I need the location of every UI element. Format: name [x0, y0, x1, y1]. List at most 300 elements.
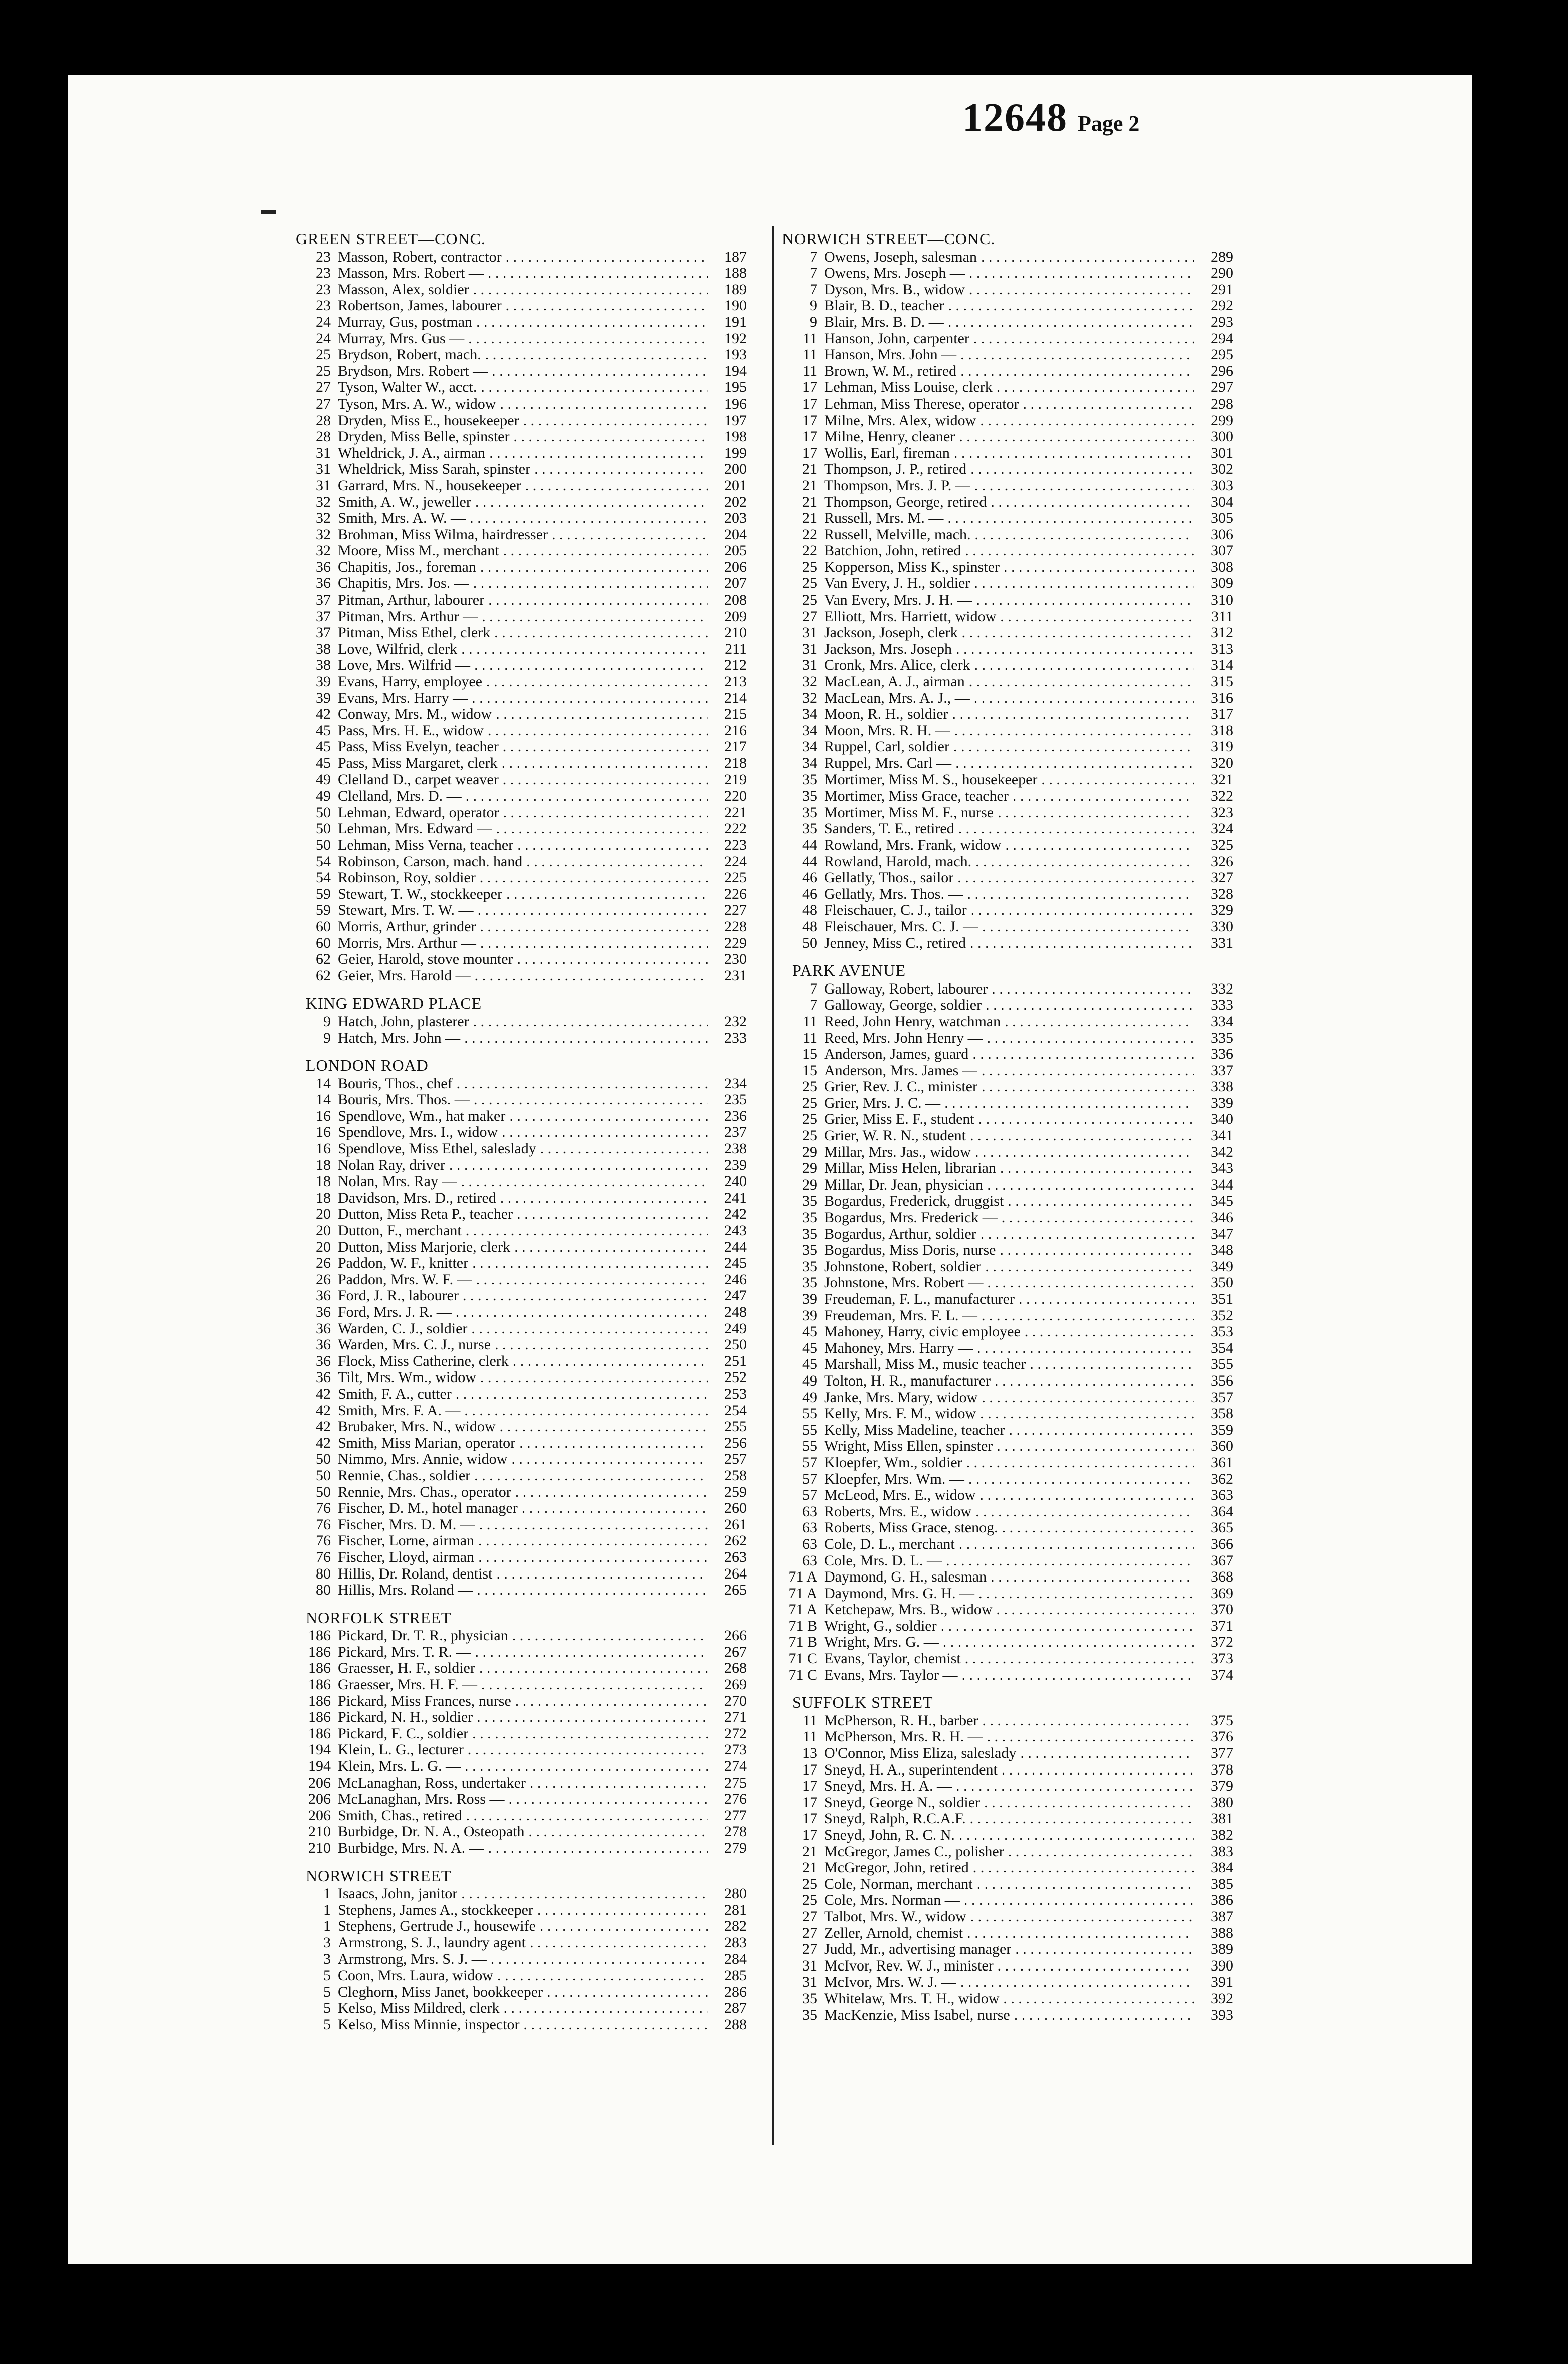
entry-number: 295 [1211, 346, 1233, 363]
entry-number: 290 [1211, 265, 1233, 282]
leader-dots [970, 1128, 1194, 1144]
leader-dots [953, 739, 1194, 755]
entry-number: 296 [1211, 362, 1233, 379]
directory-entry [782, 1111, 1233, 1128]
resident-name: Johnstone, Robert, soldier [824, 1258, 982, 1275]
house-number: 27 [316, 379, 331, 396]
leader-dots [502, 1124, 708, 1141]
directory-entry [782, 657, 1233, 674]
leader-dots [470, 510, 708, 527]
house-number: 17 [802, 412, 817, 429]
directory-entry [296, 1255, 747, 1272]
directory-entry [296, 1984, 747, 2001]
leader-dots [528, 1824, 708, 1840]
directory-entry [296, 1157, 747, 1174]
resident-name: Mortimer, Miss M. F., nurse [824, 804, 994, 821]
house-number: 7 [810, 980, 817, 997]
leader-dots [967, 1925, 1194, 1942]
directory-entry [782, 886, 1233, 903]
leader-dots [1002, 1210, 1194, 1226]
directory-entry [782, 1406, 1233, 1422]
house-number: 20 [316, 1238, 331, 1255]
resident-name: Lehman, Miss Louise, clerk [824, 379, 993, 396]
leader-dots [540, 1918, 708, 1935]
resident-name: Morris, Mrs. Arthur — [338, 934, 476, 951]
directory-entry [782, 1324, 1233, 1340]
house-number: 42 [316, 1402, 331, 1419]
directory-entry [782, 1536, 1233, 1553]
leader-dots [522, 1500, 708, 1517]
house-number: 76 [316, 1548, 331, 1565]
entry-number: 273 [724, 1741, 747, 1758]
resident-name: Conway, Mrs. M., widow [338, 706, 492, 723]
directory-entry [296, 331, 747, 347]
leader-dots [1023, 396, 1195, 413]
leader-dots [488, 723, 708, 739]
house-number: 17 [802, 444, 817, 461]
entry-number: 356 [1211, 1372, 1233, 1389]
house-number: 37 [316, 608, 331, 625]
house-number: 11 [803, 1712, 817, 1729]
resident-name: Bogardus, Mrs. Frederick — [824, 1209, 998, 1226]
directory-entry [296, 2000, 747, 2017]
entry-number: 251 [724, 1352, 747, 1369]
leader-dots [1005, 1014, 1194, 1030]
entry-number: 291 [1211, 281, 1233, 298]
entry-number: 300 [1211, 428, 1233, 445]
leader-dots [946, 1553, 1194, 1569]
entry-number: 302 [1211, 461, 1233, 478]
directory-entry [296, 1321, 747, 1337]
resident-name: Sneyd, Ralph, R.C.A.F. [824, 1810, 966, 1827]
entry-number: 380 [1211, 1794, 1233, 1811]
entry-number: 214 [724, 689, 747, 706]
entry-number: 377 [1211, 1745, 1233, 1762]
leader-dots [461, 1173, 708, 1190]
leader-dots [981, 1226, 1194, 1243]
entry-number: 292 [1211, 297, 1233, 314]
leader-dots [495, 1337, 708, 1353]
house-number: 25 [802, 592, 817, 609]
entry-number: 220 [724, 787, 747, 805]
house-number: 45 [316, 755, 331, 771]
house-number: 7 [810, 997, 817, 1014]
house-number: 15 [802, 1046, 817, 1063]
directory-entry [296, 723, 747, 739]
entry-number: 244 [724, 1238, 747, 1255]
directory-entry [296, 854, 747, 870]
leader-dots [985, 1259, 1194, 1275]
directory-entry [782, 1160, 1233, 1177]
resident-name: Daymond, Mrs. G. H. — [824, 1585, 974, 1602]
directory-entry [782, 1602, 1233, 1618]
resident-name: Galloway, Robert, labourer [824, 980, 988, 997]
resident-name: Masson, Mrs. Robert — [338, 265, 484, 282]
directory-entry [296, 1840, 747, 1857]
leader-dots [473, 282, 708, 298]
directory-entry [782, 1046, 1233, 1063]
leader-dots [485, 347, 708, 363]
leader-dots [464, 1030, 708, 1047]
directory-entry [296, 1758, 747, 1775]
house-number: 25 [802, 1111, 817, 1128]
resident-name: McIvor, Rev. W. J., minister [824, 1957, 994, 1974]
resident-name: Stephens, Gertrude J., housewife [338, 1918, 536, 1935]
entry-number: 259 [724, 1483, 747, 1500]
directory-entry [296, 1386, 747, 1403]
house-number: 35 [802, 820, 817, 837]
entry-number: 329 [1211, 902, 1233, 919]
entry-number: 376 [1211, 1728, 1233, 1745]
page-label: Page 2 [1078, 111, 1140, 136]
entry-number: 239 [724, 1156, 747, 1173]
resident-name: Hillis, Dr. Roland, dentist [338, 1565, 493, 1582]
house-number: 57 [802, 1454, 817, 1471]
directory-entry [296, 1517, 747, 1533]
directory-entry [782, 1745, 1233, 1762]
directory-entry [296, 396, 747, 413]
house-number: 45 [316, 738, 331, 755]
entry-number: 289 [1211, 248, 1233, 265]
leader-dots [478, 902, 708, 919]
resident-name: McGregor, James C., polisher [824, 1843, 1004, 1860]
directory-entry [782, 396, 1233, 413]
directory-entry [296, 1775, 747, 1792]
leader-dots [481, 379, 708, 396]
resident-name: Armstrong, S. J., laundry agent [338, 1934, 526, 1951]
leader-dots [943, 1634, 1194, 1651]
leader-dots [997, 1602, 1195, 1618]
leader-dots [517, 951, 708, 968]
directory-entry [782, 706, 1233, 723]
entry-number: 194 [724, 362, 747, 379]
directory-entry [296, 527, 747, 543]
entry-number: 270 [724, 1692, 747, 1709]
entry-number: 221 [724, 804, 747, 821]
leader-dots [464, 1403, 708, 1419]
entry-number: 204 [724, 526, 747, 543]
margin-mark [261, 210, 276, 214]
directory-entry [782, 870, 1233, 886]
house-number: 80 [316, 1565, 331, 1582]
entry-number: 210 [724, 624, 747, 641]
leader-dots [978, 1586, 1194, 1602]
leader-dots [500, 1419, 708, 1435]
resident-name: Batchion, John, retired [824, 542, 961, 559]
leader-dots [506, 249, 708, 266]
leader-dots [978, 1111, 1194, 1128]
directory-entry [296, 805, 747, 821]
leader-dots [512, 1628, 708, 1644]
resident-name: Marshall, Miss M., music teacher [824, 1356, 1026, 1373]
resident-name: Gellatly, Mrs. Thos. — [824, 885, 963, 902]
entry-number: 286 [724, 1983, 747, 2000]
entry-number: 323 [1211, 804, 1233, 821]
leader-dots [475, 968, 708, 984]
leader-dots [984, 1795, 1194, 1811]
entry-number: 339 [1211, 1094, 1233, 1111]
leader-dots [971, 902, 1194, 919]
entry-number: 246 [724, 1271, 747, 1288]
entry-number: 314 [1211, 657, 1233, 674]
resident-name: Jackson, Mrs. Joseph [824, 640, 952, 657]
directory-entry [296, 265, 747, 282]
entry-number: 393 [1211, 2006, 1233, 2023]
directory-entry [296, 1677, 747, 1693]
leader-dots [958, 821, 1194, 837]
house-number: 22 [802, 526, 817, 543]
entry-number: 202 [724, 493, 747, 510]
leader-dots [982, 1308, 1194, 1324]
house-number: 36 [316, 1369, 331, 1386]
leader-dots [998, 805, 1194, 821]
directory-entry [296, 951, 747, 968]
directory-entry [296, 1108, 747, 1125]
leader-dots [973, 1860, 1194, 1876]
resident-name: Sneyd, Mrs. H. A. — [824, 1778, 952, 1795]
house-number: 5 [323, 2000, 331, 2017]
entry-number: 231 [724, 967, 747, 984]
directory-entry [782, 331, 1233, 347]
house-number: 31 [802, 1974, 817, 1991]
entry-number: 271 [724, 1709, 747, 1726]
entry-number: 335 [1211, 1029, 1233, 1046]
leader-dots [967, 886, 1195, 903]
house-number: 25 [802, 1892, 817, 1909]
resident-name: Armstrong, Mrs. S. J. — [338, 1950, 487, 1967]
leader-dots [515, 1484, 708, 1501]
leader-dots [954, 445, 1194, 462]
leader-dots [960, 347, 1194, 363]
house-number: 9 [323, 1029, 331, 1046]
directory-entry [782, 314, 1233, 331]
resident-name: Warden, C. J., soldier [338, 1320, 468, 1337]
house-number: 76 [316, 1500, 331, 1517]
resident-name: Kloepfer, Wm., soldier [824, 1454, 962, 1471]
resident-name: Brydson, Mrs. Robert — [338, 362, 488, 379]
house-number: 80 [316, 1582, 331, 1599]
house-number: 17 [802, 1778, 817, 1795]
directory-entry [782, 1373, 1233, 1390]
entry-number: 392 [1211, 1990, 1233, 2007]
directory-entry [296, 1435, 747, 1452]
house-number: 18 [316, 1189, 331, 1206]
entry-number: 325 [1211, 836, 1233, 853]
directory-entry [296, 543, 747, 559]
house-number: 206 [308, 1791, 331, 1808]
resident-name: Pitman, Arthur, labourer [338, 592, 485, 609]
directory-entry [296, 1124, 747, 1141]
resident-name: Klein, Mrs. L. G. — [338, 1758, 461, 1775]
leader-dots [959, 1827, 1194, 1844]
entry-number: 363 [1211, 1487, 1233, 1504]
directory-entry [296, 821, 747, 837]
leader-dots [980, 413, 1194, 429]
house-number: 34 [802, 755, 817, 771]
house-number: 60 [316, 934, 331, 951]
entry-number: 264 [724, 1565, 747, 1582]
resident-name: Burbidge, Mrs. N. A. — [338, 1840, 484, 1856]
directory-entry [296, 379, 747, 396]
house-number: 11 [803, 1029, 817, 1046]
entry-number: 238 [724, 1140, 747, 1157]
house-number: 44 [802, 853, 817, 870]
entry-number: 321 [1211, 771, 1233, 788]
resident-name: Russell, Melville, mach. [824, 526, 971, 543]
leader-dots [982, 919, 1194, 935]
entry-number: 294 [1211, 330, 1233, 347]
leader-dots [468, 331, 708, 347]
resident-name: Pass, Miss Margaret, clerk [338, 755, 498, 771]
entry-number: 212 [724, 657, 747, 674]
house-number: 37 [316, 592, 331, 609]
resident-name: O'Connor, Miss Eliza, saleslady [824, 1745, 1017, 1762]
resident-name: Pickard, Miss Frances, nurse [338, 1692, 511, 1709]
house-number: 50 [316, 1483, 331, 1500]
directory-entry [296, 363, 747, 380]
resident-name: Cole, Norman, merchant [824, 1875, 973, 1892]
resident-name: Fleischauer, Mrs. C. J. — [824, 918, 978, 935]
directory-entry [782, 1974, 1233, 1991]
entry-number: 342 [1211, 1143, 1233, 1160]
directory-entry [782, 1471, 1233, 1488]
house-number: 29 [802, 1160, 817, 1177]
resident-name: Wright, G., soldier [824, 1617, 937, 1634]
directory-entry [782, 510, 1233, 527]
leader-dots [959, 429, 1194, 445]
house-number: 186 [308, 1709, 331, 1726]
leader-dots [973, 331, 1194, 347]
house-number: 186 [308, 1643, 331, 1660]
entry-number: 261 [724, 1516, 747, 1533]
house-number: 11 [803, 1013, 817, 1030]
resident-name: Pass, Mrs. H. E., widow [338, 722, 484, 739]
entry-number: 307 [1211, 542, 1233, 559]
directory-entry [782, 1569, 1233, 1586]
house-number: 17 [802, 1794, 817, 1811]
directory-entry [782, 755, 1233, 772]
directory-entry [296, 1709, 747, 1726]
directory-entry [782, 1520, 1233, 1536]
entry-number: 280 [724, 1885, 747, 1902]
directory-entry [296, 478, 747, 494]
resident-name: Brubaker, Mrs. N., widow [338, 1418, 496, 1435]
leader-dots [473, 1014, 708, 1030]
entry-number: 188 [724, 265, 747, 282]
entry-number: 224 [724, 853, 747, 870]
entry-number: 299 [1211, 412, 1233, 429]
directory-entry [782, 282, 1233, 298]
leader-dots [481, 1677, 708, 1693]
house-number: 186 [308, 1692, 331, 1709]
leader-dots [981, 249, 1194, 266]
resident-name: MacKenzie, Miss Isabel, nurse [824, 2006, 1010, 2023]
entry-number: 215 [724, 706, 747, 723]
directory-entry [296, 1935, 747, 1951]
house-number: 25 [802, 558, 817, 575]
resident-name: Russell, Mrs. M. — [824, 510, 944, 527]
leader-dots [523, 2017, 708, 2033]
entry-number: 199 [724, 444, 747, 461]
directory-entry [296, 919, 747, 935]
leader-dots [506, 298, 708, 314]
entry-number: 310 [1211, 592, 1233, 609]
leader-dots [477, 1582, 708, 1599]
resident-name: Cole, Mrs. D. L. — [824, 1552, 942, 1569]
house-number: 15 [802, 1062, 817, 1079]
house-number: 54 [316, 853, 331, 870]
directory-entry [296, 625, 747, 641]
directory-entry [296, 1742, 747, 1758]
leader-dots [982, 1079, 1194, 1095]
entry-number: 304 [1211, 493, 1233, 510]
entry-number: 357 [1211, 1389, 1233, 1406]
leader-dots [461, 1886, 708, 1902]
entry-number: 368 [1211, 1568, 1233, 1586]
directory-entry [296, 494, 747, 511]
house-number: 28 [316, 428, 331, 445]
entry-number: 192 [724, 330, 747, 347]
entry-number: 311 [1211, 608, 1233, 625]
directory-entry [782, 1941, 1233, 1958]
resident-name: Lehman, Miss Verna, teacher [338, 836, 514, 853]
resident-name: Owens, Mrs. Joseph — [824, 265, 965, 282]
resident-name: Brohman, Miss Wilma, hairdresser [338, 526, 548, 543]
entry-number: 315 [1211, 673, 1233, 690]
resident-name: Pickard, N. H., soldier [338, 1709, 473, 1726]
leader-dots [1015, 1941, 1194, 1958]
directory-entry [782, 625, 1233, 641]
house-number: 17 [802, 1810, 817, 1827]
resident-name: Moon, Mrs. R. H. — [824, 722, 950, 739]
entry-number: 201 [724, 477, 747, 494]
leader-dots [465, 1758, 708, 1775]
leader-dots [979, 1487, 1194, 1504]
leader-dots [496, 821, 708, 837]
house-number: 210 [308, 1823, 331, 1840]
house-number: 26 [316, 1255, 331, 1272]
resident-name: Bouris, Thos., chef [338, 1075, 453, 1092]
resident-name: Smith, F. A., cutter [338, 1385, 452, 1402]
resident-name: McPherson, R. H., barber [824, 1712, 978, 1729]
resident-name: McPherson, Mrs. R. H. — [824, 1728, 983, 1745]
directory-entry [782, 1128, 1233, 1144]
entry-number: 190 [724, 297, 747, 314]
entry-number: 235 [724, 1091, 747, 1108]
leader-dots [547, 1984, 708, 2001]
resident-name: Pitman, Mrs. Arthur — [338, 608, 478, 625]
entry-number: 252 [724, 1369, 747, 1386]
leader-dots [982, 1390, 1194, 1406]
house-number: 9 [810, 297, 817, 314]
leader-dots [471, 1321, 708, 1337]
leader-dots [476, 314, 708, 331]
leader-dots [1004, 559, 1194, 576]
resident-name: Chapitis, Jos., foreman [338, 558, 476, 575]
house-number: 50 [316, 820, 331, 837]
directory-entry [782, 1860, 1233, 1876]
directory-entry [296, 1918, 747, 1935]
entry-number: 312 [1211, 624, 1233, 641]
leader-dots [552, 527, 708, 543]
resident-name: Klein, L. G., lecturer [338, 1741, 464, 1758]
entry-number: 274 [724, 1758, 747, 1775]
entry-number: 187 [724, 248, 747, 265]
house-number: 23 [316, 265, 331, 282]
house-number: 36 [316, 1336, 331, 1353]
entry-number: 236 [724, 1107, 747, 1124]
resident-name: Wollis, Earl, fireman [824, 444, 950, 461]
